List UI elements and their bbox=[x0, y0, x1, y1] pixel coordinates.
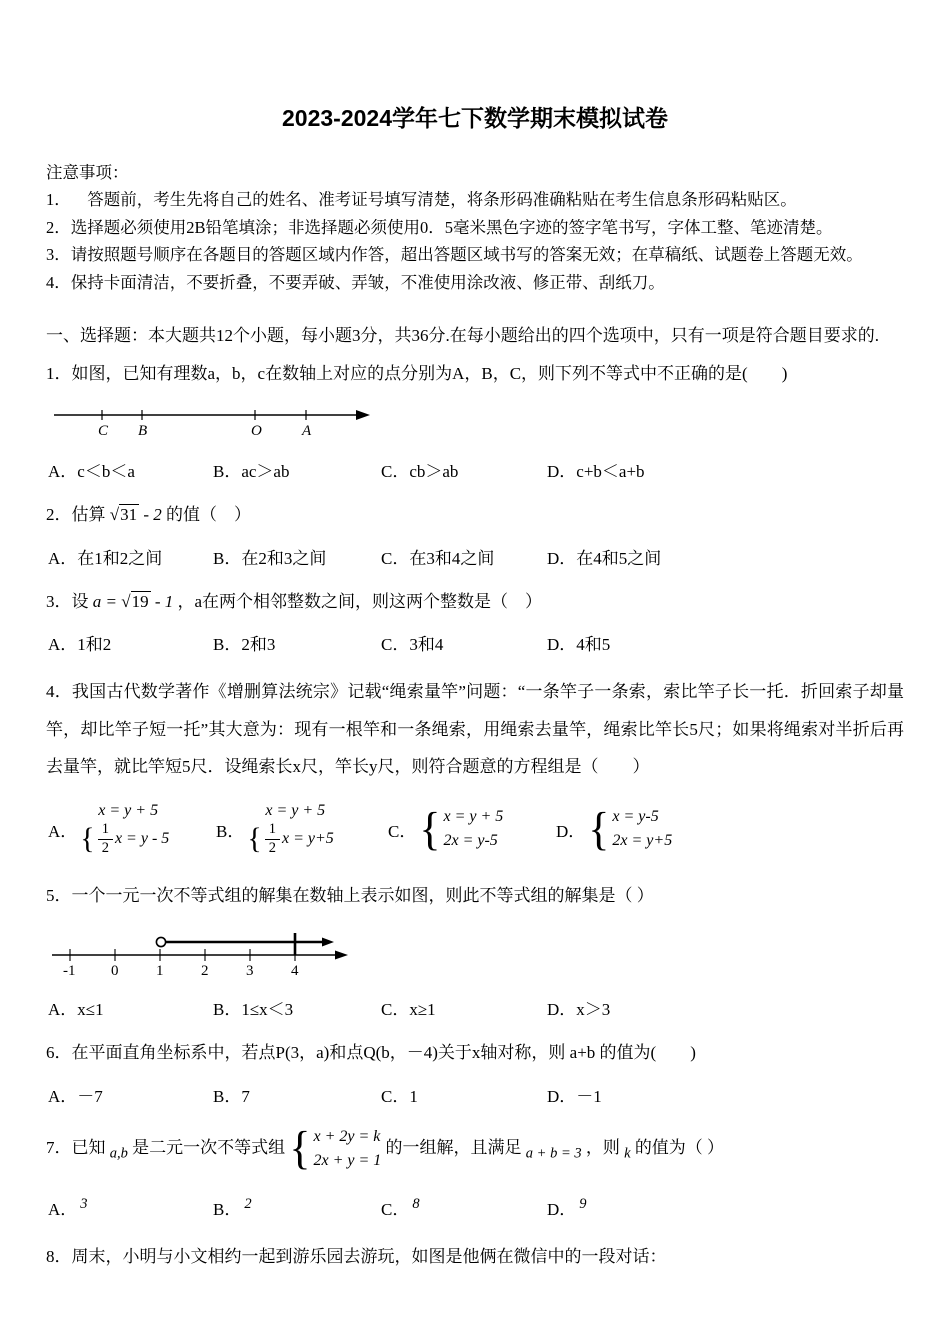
question-5 bbox=[46, 881, 904, 1020]
option-d: D．在4和5之间 bbox=[547, 548, 662, 568]
tick-label: 3 bbox=[246, 963, 254, 980]
number-line-figure-q5 bbox=[48, 923, 358, 981]
question-3-options bbox=[48, 630, 904, 655]
option-a: A． 3 bbox=[48, 1195, 88, 1219]
q2-after-sqrt: - 2 bbox=[143, 504, 162, 524]
question-6-stem: 6．在平面直角坐标系中，若点P(3，a)和点Q(b，－4)关于x轴对称，则 a+b 的值为( ) bbox=[46, 1043, 696, 1063]
tick-label: 1 bbox=[156, 963, 164, 980]
option-c: C．x≥1 bbox=[381, 1000, 436, 1020]
fraction-one-half: $\frac{1}{2}$ bbox=[98, 821, 113, 857]
tick-label: 2 bbox=[201, 963, 209, 980]
q2-text-pre: 2．估算 bbox=[46, 504, 106, 524]
q2-text-suffix: 的值（ ） bbox=[166, 504, 252, 524]
q3-after-sqrt: - 1 bbox=[154, 591, 174, 611]
number-line-figure-q1 bbox=[48, 401, 378, 443]
axis-arrow-icon bbox=[356, 410, 370, 420]
option-b: B．7 bbox=[213, 1086, 250, 1106]
point-label-a: A bbox=[302, 422, 312, 439]
question-2-stem bbox=[46, 500, 904, 530]
brace-glyph: { bbox=[289, 1122, 311, 1175]
sqrt-expression: √31 bbox=[109, 504, 138, 524]
option-d-label: D． bbox=[556, 821, 586, 841]
notice-section bbox=[46, 159, 904, 296]
page-title: 2023-2024学年七下数学期末模拟试卷 bbox=[282, 105, 668, 131]
option-d: D． 9 bbox=[547, 1195, 587, 1219]
option-b-label: B． bbox=[216, 821, 245, 841]
brace-glyph: { bbox=[419, 803, 441, 855]
question-5-options bbox=[48, 995, 904, 1020]
option-d: D．4和5 bbox=[547, 635, 611, 655]
question-7-stem bbox=[46, 1122, 904, 1175]
question-5-stem: 5．一个一元一次不等式组的解集在数轴上表示如图，则此不等式组的解集是（ ） bbox=[46, 886, 654, 906]
equation-system-a: x = y + 5 { $\frac{1}{2}$ x = y - 5 bbox=[80, 802, 170, 856]
option-c bbox=[388, 805, 556, 853]
origin-label: O bbox=[251, 422, 262, 439]
question-8-stem: 8．周末，小明与小文相约一起到游乐园去游玩，如图是他俩在微信中的一段对话： bbox=[46, 1246, 667, 1266]
q7-text-pre: 7．已知 bbox=[46, 1137, 106, 1157]
question-1-stem: 1．如图，已知有理数a，b，c在数轴上对应的点分别为A，B，C，则下列不等式中不正确的是( ) bbox=[46, 364, 788, 384]
option-a: A．在1和2之间 bbox=[48, 548, 163, 568]
question-6 bbox=[46, 1038, 904, 1107]
question-3 bbox=[46, 587, 904, 656]
option-c-label: C． bbox=[388, 821, 417, 841]
question-8 bbox=[46, 1242, 904, 1272]
q3-text-suffix: ，a在两个相邻整数之间，则这两个整数是（ ） bbox=[177, 591, 543, 611]
axis-arrow-icon bbox=[335, 951, 348, 960]
question-2 bbox=[46, 500, 904, 569]
notice-heading: 注意事项： bbox=[46, 163, 129, 182]
option-a: A．－7 bbox=[48, 1086, 103, 1106]
option-a: A．x≤1 bbox=[48, 1000, 104, 1020]
question-1-options bbox=[48, 457, 904, 482]
sqrt-expression: √19 bbox=[121, 591, 149, 611]
option-b: B．ac＞ab bbox=[213, 461, 290, 481]
q3-variable-eq: a = bbox=[92, 591, 117, 611]
brace-glyph: { bbox=[588, 803, 610, 855]
q7-text-post3: 的值为（ ） bbox=[634, 1137, 725, 1157]
tick-label: 4 bbox=[291, 963, 299, 980]
q7-text-post1: 的一组解，且满足 bbox=[385, 1137, 522, 1157]
notice-item-3: 3．请按照题号顺序在各题目的答题区域内作答，超出答题区域书写的答案无效；在草稿纸、试题卷上答题无效。 bbox=[46, 245, 863, 265]
notice-item-4: 4．保持卡面清洁，不要折叠，不要弄破、弄皱，不准使用涂改液、修正带、刮纸刀。 bbox=[46, 272, 665, 292]
q7-condition: a + b = 3 bbox=[525, 1145, 582, 1162]
fraction-one-half: $\frac{1}{2}$ bbox=[265, 821, 280, 857]
option-d bbox=[556, 805, 904, 853]
option-c: C．1 bbox=[381, 1086, 418, 1106]
point-label-b: B bbox=[138, 422, 148, 439]
notice-item-2: 2．选择题必须使用2B铅笔填涂；非选择题必须使用0．5毫米黑色字迹的签字笔书写，字体工整、笔迹清楚。 bbox=[46, 217, 833, 237]
option-d: D．－1 bbox=[547, 1086, 602, 1106]
question-7-options bbox=[48, 1195, 904, 1220]
q7-k-variable: k bbox=[624, 1145, 631, 1162]
option-b: B． 2 bbox=[213, 1195, 252, 1219]
option-b bbox=[216, 801, 388, 857]
option-b: B．在2和3之间 bbox=[213, 548, 327, 568]
option-b: B．1≤x＜3 bbox=[213, 1000, 294, 1020]
option-c: C．在3和4之间 bbox=[381, 548, 495, 568]
question-7 bbox=[46, 1122, 904, 1220]
option-c: C．cb＞ab bbox=[381, 461, 459, 481]
point-label-c: C bbox=[98, 422, 109, 439]
tick-label: 0 bbox=[111, 963, 119, 980]
question-4-options bbox=[48, 801, 904, 857]
question-2-options bbox=[48, 544, 904, 569]
q3-text-pre: 3．设 bbox=[46, 591, 89, 611]
equation-system-b: x = y + 5 { $\frac{1}{2}$ x = y+5 bbox=[247, 802, 334, 856]
option-b: B．2和3 bbox=[213, 635, 276, 655]
option-a bbox=[48, 801, 216, 857]
q7-text-mid: 是二元一次不等式组 bbox=[132, 1137, 286, 1157]
option-a-label: A． bbox=[48, 821, 78, 841]
tick-label: -1 bbox=[63, 963, 76, 980]
option-d: D．c+b＜a+b bbox=[547, 461, 645, 481]
section-1-heading: 一、选择题：本大题共12个小题，每小题3分，共36分.在每小题给出的四个选项中，只有一项是符合题目要求的. bbox=[46, 325, 879, 345]
option-c: C． 8 bbox=[381, 1195, 420, 1219]
equation-system-q7: { x + 2y = k 2x + y = 1 bbox=[289, 1122, 382, 1175]
open-circle-boundary bbox=[156, 937, 165, 946]
option-a: A．c＜b＜a bbox=[48, 461, 135, 481]
question-1 bbox=[46, 359, 904, 482]
q7-variables: a,b bbox=[109, 1145, 128, 1162]
option-d: D．x＞3 bbox=[547, 1000, 611, 1020]
question-4 bbox=[46, 673, 904, 857]
question-3-stem bbox=[46, 587, 904, 617]
notice-item-1: 1． 答题前，考生先将自己的姓名、准考证号填写清楚，将条形码准确粘贴在考生信息条形码粘贴区。 bbox=[46, 190, 797, 210]
question-4-stem: 4．我国古代数学著作《增删算法统宗》记载“绳索量竿”问题：“一条竿子一条索，索比竿子长一托．折回索子却量竿，却比竿子短一托”其大意为：现有一根竿和一条绳索，用绳索去量竿，绳索比竿长5尺；如果将绳索对半折后再去量竿，就比竿短5尺．设绳索长x尺，竿长y尺，则符合题意的方程组是（ ） bbox=[46, 682, 904, 777]
equation-system-c: { x = y + 5 2x = y-5 bbox=[419, 803, 504, 855]
brace-glyph: { bbox=[80, 822, 95, 856]
q7-text-post2: ，则 bbox=[585, 1137, 620, 1157]
equation-system-d: { x = y-5 2x = y+5 bbox=[588, 803, 673, 855]
question-6-options bbox=[48, 1082, 904, 1107]
option-a: A．1和2 bbox=[48, 635, 112, 655]
option-c: C．3和4 bbox=[381, 635, 444, 655]
ray-arrow-icon bbox=[322, 938, 334, 947]
brace-glyph: { bbox=[247, 822, 262, 856]
